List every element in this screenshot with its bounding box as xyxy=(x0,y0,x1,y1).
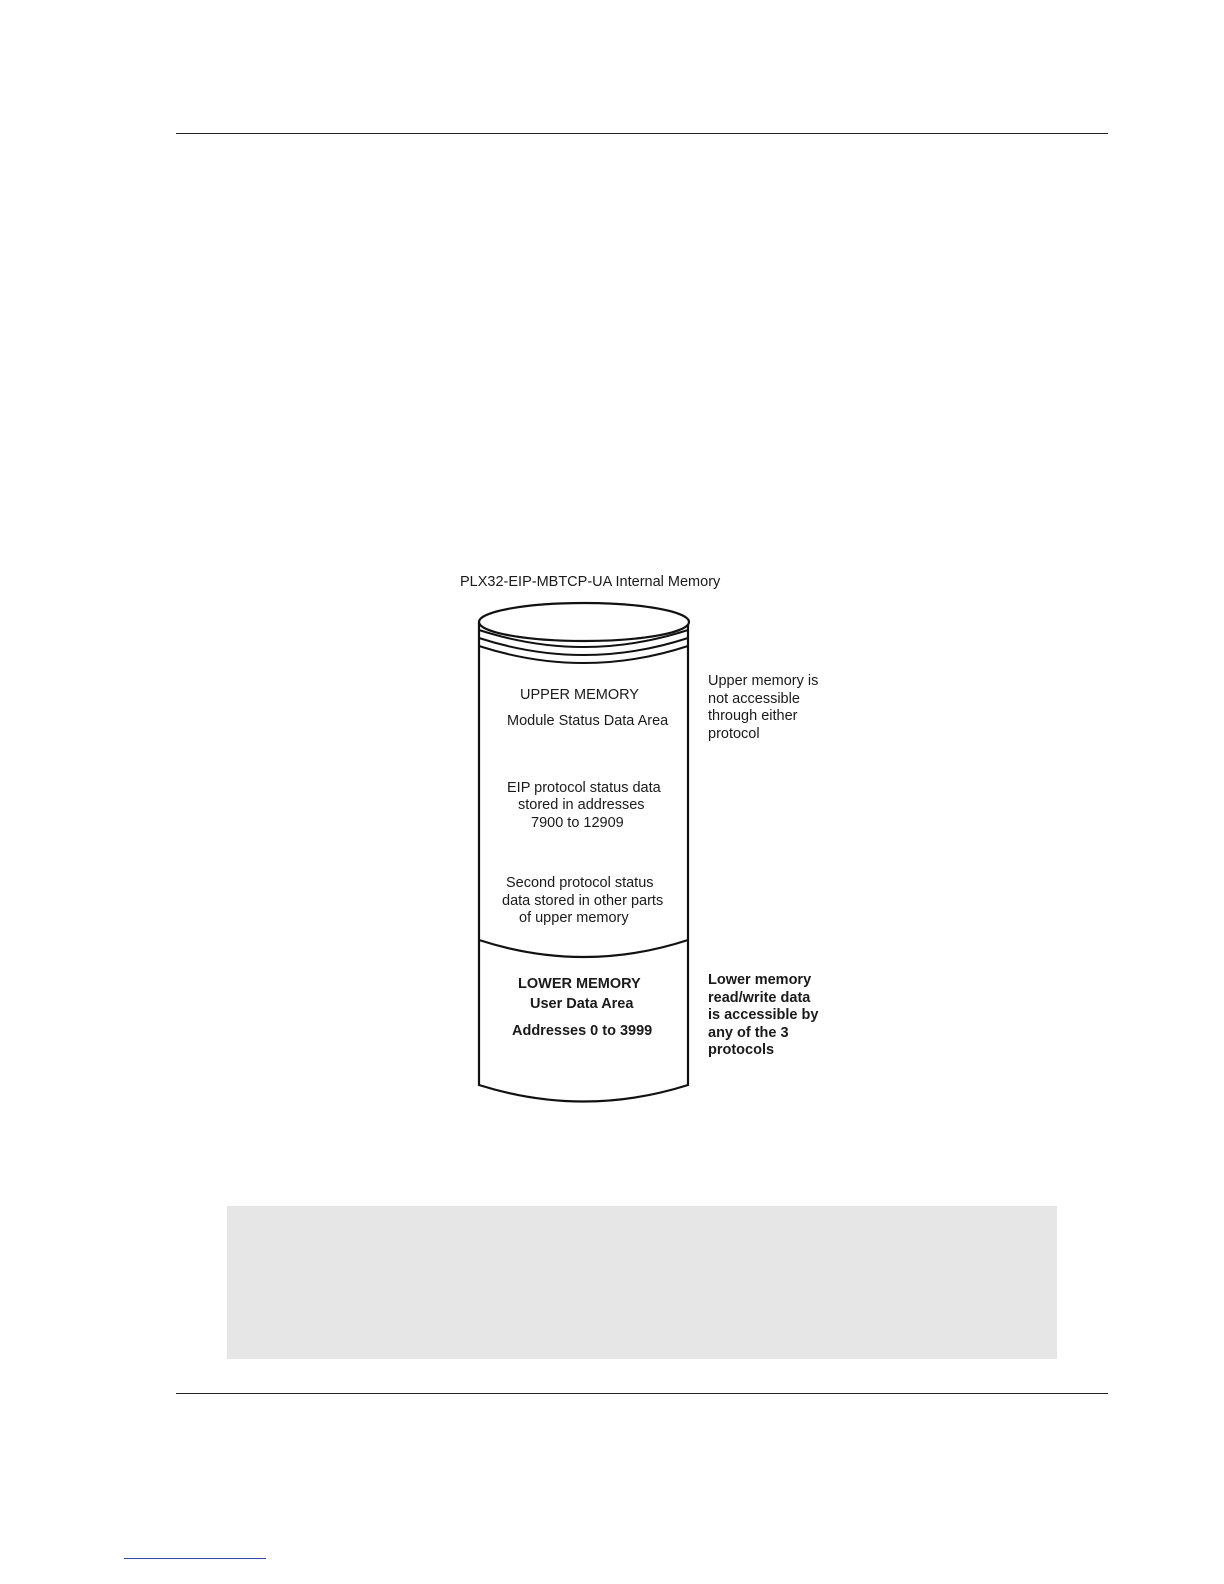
lower-memory-subheading: User Data Area xyxy=(530,996,634,1012)
second-status-line-2: data stored in other parts xyxy=(502,893,664,909)
second-status-line-1: Second protocol status xyxy=(506,875,654,891)
diagram-title: PLX32-EIP-MBTCP-UA Internal Memory xyxy=(460,574,721,590)
upper-memory-heading: UPPER MEMORY xyxy=(520,687,639,703)
lower-memory-note: Lower memory read/write data is accessible by any of the 3 protocols xyxy=(708,972,819,1058)
footnote-link-underline xyxy=(124,1558,266,1559)
lower-memory-addresses: Addresses 0 to 3999 xyxy=(512,1023,653,1039)
upper-memory-subheading: Module Status Data Area xyxy=(507,713,669,729)
eip-status-line-3: 7900 to 12909 xyxy=(531,815,624,831)
eip-status-line-1: EIP protocol status data xyxy=(507,780,661,796)
second-status-line-3: of upper memory xyxy=(519,910,629,926)
footer-rule xyxy=(176,1393,1108,1394)
lower-memory-heading: LOWER MEMORY xyxy=(518,976,641,992)
upper-memory-note: Upper memory is not accessible through either protocol xyxy=(708,673,819,742)
cylinder-top xyxy=(479,603,689,641)
eip-status-line-2: stored in addresses xyxy=(518,797,645,813)
note-box xyxy=(227,1206,1057,1359)
